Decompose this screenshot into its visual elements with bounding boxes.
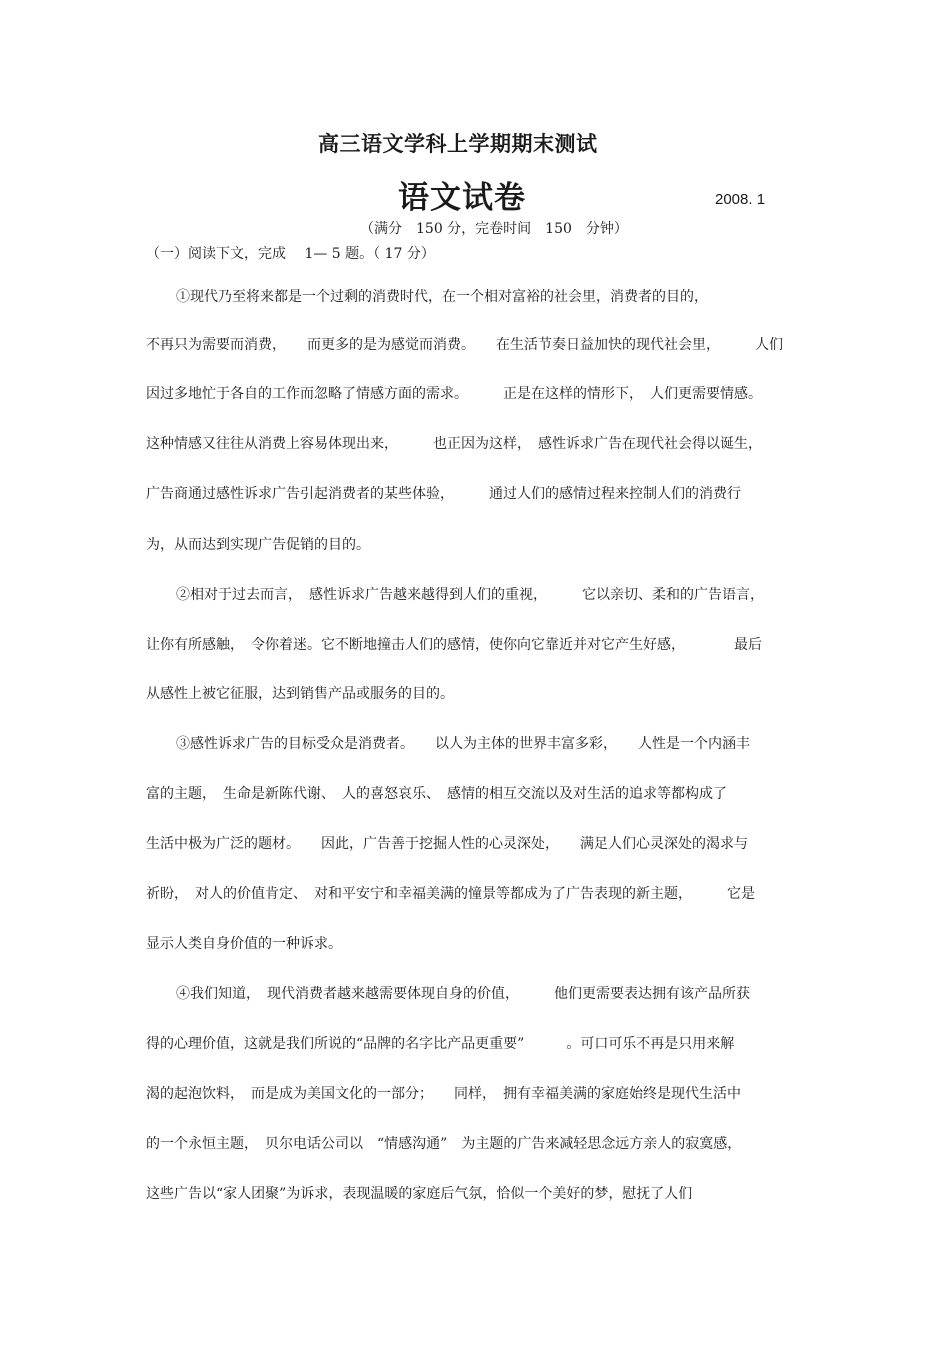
passage-line: 从感性上被它征服，达到销售产品或服务的目的。 (146, 686, 454, 702)
passage-line: 的一个永恒主题， 贝尔电话公司以 “情感沟通” 为主题的广告来减轻思念远方亲人的寂寞感， (146, 1136, 742, 1152)
exam-date: 2008. 1 (715, 191, 766, 208)
passage-line: 因过多地忙于各自的工作而忽略了情感方面的需求。 正是在这样的情形下， 人们更需要情感。 (146, 386, 762, 402)
passage-line: 得的心理价值，这就是我们所说的“品牌的名字比产品更重要” 。可口可乐不再是只用来解 (146, 1036, 735, 1052)
passage-line: 这种情感又往往从消费上容易体现出来， 也正因为这样， 感性诉求广告在现代社会得以诞生， (146, 436, 762, 452)
passage-line: 祈盼， 对人的价值肯定、 对和平安宁和幸福美满的憧景等都成为了广告表现的新主题， 它是 (146, 886, 755, 902)
passage-line: 显示人类自身价值的一种诉求。 (146, 936, 342, 952)
passage-line: 不再只为需要而消费， 而更多的是为感觉而消费。 在生活节奏日益加快的现代社会里， 人们 (146, 337, 783, 353)
passage-line: 让你有所感触， 令你着迷。它不断地撞击人们的感情，使你向它靠近并对它产生好感， 最后 (146, 637, 762, 653)
exam-info: （满分 150 分，完卷时间 150 分钟） (360, 221, 628, 237)
passage-line: 生活中极为广泛的题材。 因此，广告善于挖掘人性的心灵深处， 满足人们心灵深处的渴求与 (146, 836, 748, 852)
paper-title: 语文试卷 (398, 180, 526, 216)
passage-line: ④我们知道， 现代消费者越来越需要体现自身的价值， 他们更需要表达拥有该产品所获 (176, 986, 750, 1002)
passage-line: ②相对于过去而言， 感性诉求广告越来越得到人们的重视， 它以亲切、柔和的广告语言， (176, 587, 764, 603)
passage-line: 这些广告以“家人团聚”为诉求，表现温暖的家庭后气氛，恰似一个美好的梦，慰抚了人们 (146, 1186, 693, 1202)
passage-line: ①现代乃至将来都是一个过剩的消费时代，在一个相对富裕的社会里，消费者的目的， (176, 289, 708, 305)
passage-line: 渴的起泡饮料， 而是成为美国文化的一部分； 同样， 拥有幸福美满的家庭始终是现代生活中 (146, 1086, 741, 1102)
section-heading: （一）阅读下文，完成 1— 5 题。（ 17 分） (146, 246, 435, 262)
passage-line: ③感性诉求广告的目标受众是消费者。 以人为主体的世界丰富多彩， 人性是一个内涵丰 (176, 736, 750, 752)
passage-line: 为，从而达到实现广告促销的目的。 (146, 537, 370, 553)
passage-line: 富的主题， 生命是新陈代谢、 人的喜怒哀乐、 感情的相互交流以及对生活的追求等都构成了 (146, 786, 727, 802)
exam-main-title: 高三语文学科上学期期末测试 (318, 131, 598, 156)
passage-line: 广告商通过感性诉求广告引起消费者的某些体验， 通过人们的感情过程来控制人们的消费行 (146, 486, 741, 502)
